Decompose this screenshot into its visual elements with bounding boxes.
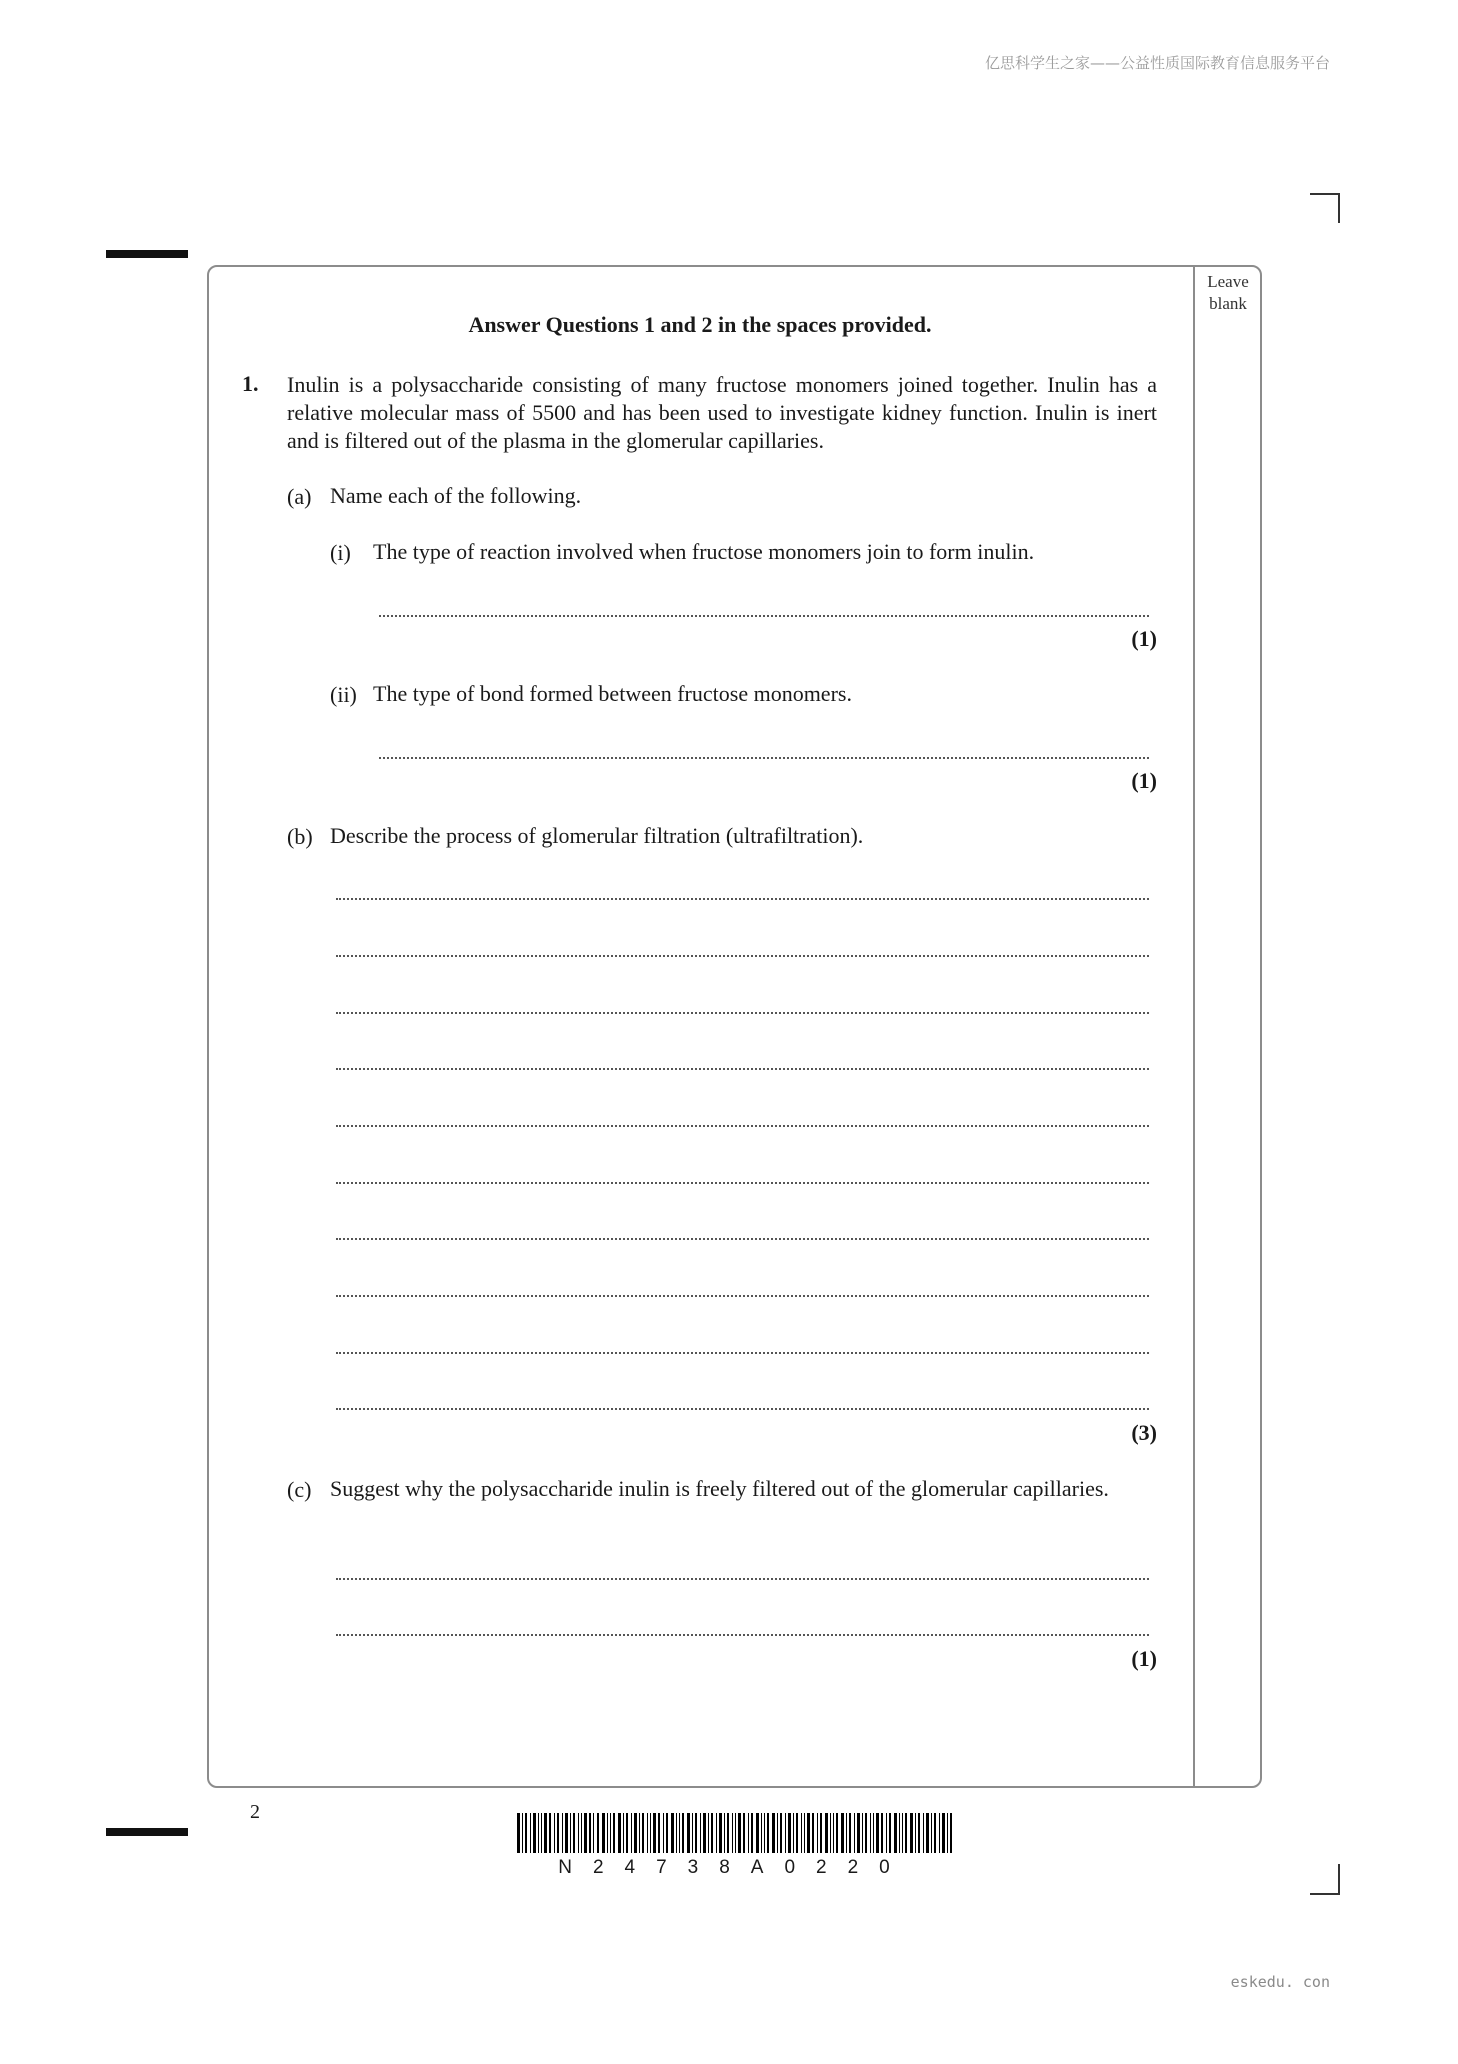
part-b-label: (b) bbox=[287, 824, 313, 849]
part-c-text: Suggest why the polysaccharide inulin is freely filtered out of the glomerular capillaries. bbox=[330, 1476, 1109, 1501]
answer-line-b-6[interactable] bbox=[336, 1182, 1149, 1184]
part-a-ii-label: (ii) bbox=[330, 682, 357, 707]
crop-mark-bottom-h bbox=[1310, 1893, 1340, 1895]
part-b-text: Describe the process of glomerular filtration (ultrafiltration). bbox=[330, 823, 864, 848]
barcode-image bbox=[517, 1813, 952, 1853]
part-a-label: (a) bbox=[287, 484, 312, 509]
question-number: 1. bbox=[242, 371, 259, 396]
crop-mark-top-v bbox=[1338, 193, 1340, 223]
watermark-bottom: eskedu. con bbox=[1230, 1973, 1330, 1991]
marks-b: (3) bbox=[1131, 1420, 1157, 1445]
leave-blank-label: Leave blank bbox=[1207, 272, 1249, 313]
marks-a-i: (1) bbox=[1131, 626, 1157, 651]
answer-line-b-10[interactable] bbox=[336, 1408, 1149, 1410]
watermark-top: 亿思科学生之家——公益性质国际教育信息服务平台 bbox=[984, 54, 1330, 72]
margin-bar-bottom bbox=[106, 1828, 188, 1836]
part-a-i-label: (i) bbox=[330, 540, 351, 565]
answer-line-c-1[interactable] bbox=[336, 1578, 1149, 1580]
answer-line-b-4[interactable] bbox=[336, 1068, 1149, 1070]
answer-line-a-ii[interactable] bbox=[379, 757, 1149, 759]
question-stem: Inulin is a polysaccharide consisting of many fructose monomers joined together. Inulin has a relative molecular mass of 5500 and has been used to investigate kidney function. Inulin is inert and is filtered out of the plasma in the glomerular capillaries. bbox=[287, 372, 1157, 453]
crop-mark-bottom-v bbox=[1338, 1864, 1340, 1894]
answer-line-b-8[interactable] bbox=[336, 1295, 1149, 1297]
answer-line-b-2[interactable] bbox=[336, 955, 1149, 957]
answer-line-b-5[interactable] bbox=[336, 1125, 1149, 1127]
instructions-heading: Answer Questions 1 and 2 in the spaces provided. bbox=[468, 312, 932, 337]
crop-mark-top-h bbox=[1310, 193, 1340, 195]
answer-line-a-i[interactable] bbox=[379, 615, 1149, 617]
answer-line-b-1[interactable] bbox=[336, 898, 1149, 900]
answer-line-b-7[interactable] bbox=[336, 1238, 1149, 1240]
answer-line-b-3[interactable] bbox=[336, 1012, 1149, 1014]
part-a-i-text: The type of reaction involved when fructose monomers join to form inulin. bbox=[373, 539, 1035, 564]
leave-blank-column-divider bbox=[1193, 267, 1195, 1786]
marks-c: (1) bbox=[1131, 1646, 1157, 1671]
part-c-label: (c) bbox=[287, 1477, 312, 1502]
marks-a-ii: (1) bbox=[1131, 768, 1157, 793]
answer-line-b-9[interactable] bbox=[336, 1352, 1149, 1354]
barcode-number: N24738A0220 bbox=[558, 1857, 911, 1878]
part-a-text: Name each of the following. bbox=[330, 483, 582, 508]
answer-line-c-2[interactable] bbox=[336, 1634, 1149, 1636]
page-number: 2 bbox=[250, 1801, 260, 1823]
margin-bar-top bbox=[106, 250, 188, 258]
part-a-ii-text: The type of bond formed between fructose monomers. bbox=[373, 681, 852, 706]
